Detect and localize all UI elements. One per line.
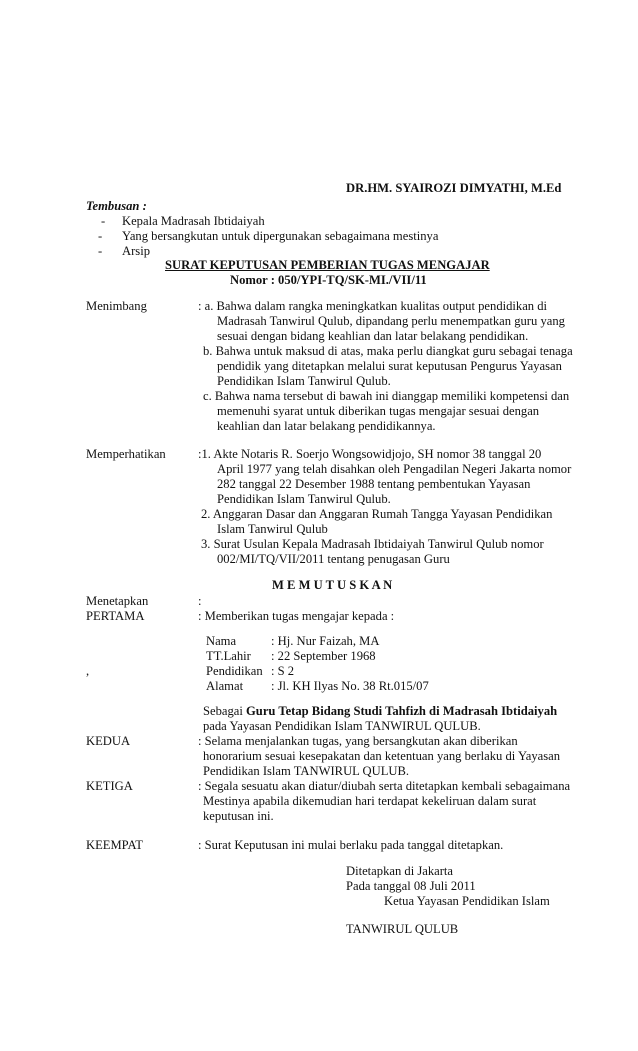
memperhatikan-line: 3. Surat Usulan Kepala Madrasah Ibtidaiyah Tanwirul Qulub nomor [201, 537, 544, 551]
kedua-label: KEDUA [86, 734, 131, 748]
top-signatory: DR.HM. SYAIROZI DIMYATHI, M.Ed [346, 181, 562, 195]
menimbang-line: sesuai dengan bidang keahlian dan latar belakang pendidikan. [217, 329, 529, 343]
ketiga-line: keputusan ini. [203, 809, 274, 823]
kedua-line: Pendidikan Islam TANWIRUL QULUB. [203, 764, 410, 778]
keempat-text: : Surat Keputusan ini mulai berlaku pada tanggal ditetapkan. [198, 838, 504, 852]
menimbang-line: keahlian dan latar belakang pendidikannya. [217, 419, 436, 433]
menimbang-label: Menimbang [86, 299, 147, 313]
memperhatikan-line: 282 tanggal 22 Desember 1988 tentang pembentukan Yayasan [217, 477, 531, 491]
menimbang-line: memenuhi syarat untuk diberikan tugas mengajar sesuai dengan [217, 404, 540, 418]
stray-mark: , [86, 664, 90, 678]
memutuskan-heading: M E M U T U S K A N [272, 578, 393, 592]
pertama-label: PERTAMA [86, 609, 145, 623]
pertama-text: : Memberikan tugas mengajar kepada : [198, 609, 395, 623]
tembusan-bullet: - [98, 244, 103, 258]
pada-line: pada Yayasan Pendidikan Islam TANWIRUL QULUB. [203, 719, 481, 733]
sebagai-prefix: Sebagai [203, 704, 247, 718]
tembusan-item: Arsip [122, 244, 150, 258]
sebagai-line [203, 704, 557, 719]
memperhatikan-line: Pendidikan Islam Tanwirul Qulub. [217, 492, 391, 506]
menimbang-line: Madrasah Tanwirul Qulub, dipandang perlu menempatkan guru yang [217, 314, 565, 328]
memperhatikan-label: Memperhatikan [86, 447, 166, 461]
field-value: : S 2 [271, 664, 295, 678]
memperhatikan-line: April 1977 yang telah disahkan oleh Pengadilan Negeri Jakarta nomor [217, 462, 572, 476]
kedua-line: : Selama menjalankan tugas, yang bersangkutan akan diberikan [198, 734, 518, 748]
tembusan-item: Kepala Madrasah Ibtidaiyah [122, 214, 265, 228]
tembusan-bullet: - [101, 214, 106, 228]
menimbang-line: : a. Bahwa dalam rangka meningkatkan kualitas output pendidikan di [198, 299, 548, 313]
field-value: : Hj. Nur Faizah, MA [271, 634, 380, 648]
tembusan-item: Yang bersangkutan untuk dipergunakan sebagaimana mestinya [122, 229, 439, 243]
tembusan-bullet: - [98, 229, 103, 243]
memperhatikan-line: 002/MI/TQ/VII/2011 tentang penugasan Guru [217, 552, 450, 566]
keempat-label: KEEMPAT [86, 838, 143, 852]
kedua-line: honorarium sesuai kesepakatan dan ketentuan yang berlaku di Yayasan [203, 749, 561, 763]
field-label: Pendidikan [206, 664, 263, 678]
closing-place: Ditetapkan di Jakarta [346, 864, 454, 878]
menimbang-line: Pendidikan Islam Tanwirul Qulub. [217, 374, 391, 388]
menimbang-line: pendidik yang ditetapkan melalui surat keputusan Pengurus Yayasan [217, 359, 562, 373]
sebagai-position: Guru Tetap Bidang Studi Tahfizh di Madrasah Ibtidaiyah [246, 704, 558, 718]
menimbang-line: b. Bahwa untuk maksud di atas, maka perlu diangkat guru sebagai tenaga [203, 344, 573, 358]
ketiga-line: : Segala sesuatu akan diatur/diubah serta ditetapkan kembali sebagaimana [198, 779, 571, 793]
closing-date: Pada tanggal 08 Juli 2011 [346, 879, 476, 893]
ketiga-label: KETIGA [86, 779, 133, 793]
field-value: : 22 September 1968 [271, 649, 376, 663]
closing-org: TANWIRUL QULUB [346, 922, 459, 936]
document-title: SURAT KEPUTUSAN PEMBERIAN TUGAS MENGAJAR [165, 258, 490, 272]
field-label: Alamat [206, 679, 244, 693]
closing-role: Ketua Yayasan Pendidikan Islam [384, 894, 550, 908]
menimbang-line: c. Bahwa nama tersebut di bawah ini dianggap memiliki kompetensi dan [203, 389, 570, 403]
field-label: Nama [206, 634, 237, 648]
document-number: Nomor : 050/YPI-TQ/SK-MI./VII/11 [230, 273, 427, 287]
memperhatikan-line: Islam Tanwirul Qulub [217, 522, 328, 536]
ketiga-line: Mestinya apabila dikemudian hari terdapat kekeliruan dalam surat [203, 794, 537, 808]
memperhatikan-line: 2. Anggaran Dasar dan Anggaran Rumah Tangga Yayasan Pendidikan [201, 507, 553, 521]
tembusan-heading: Tembusan : [86, 199, 147, 213]
field-label: TT.Lahir [206, 649, 251, 663]
menetapkan-label: Menetapkan [86, 594, 149, 608]
field-value: : Jl. KH Ilyas No. 38 Rt.015/07 [271, 679, 429, 693]
menetapkan-colon: : [198, 594, 202, 608]
memperhatikan-line: :1. Akte Notaris R. Soerjo Wongsowidjojo, SH nomor 38 tanggal 20 [198, 447, 542, 461]
